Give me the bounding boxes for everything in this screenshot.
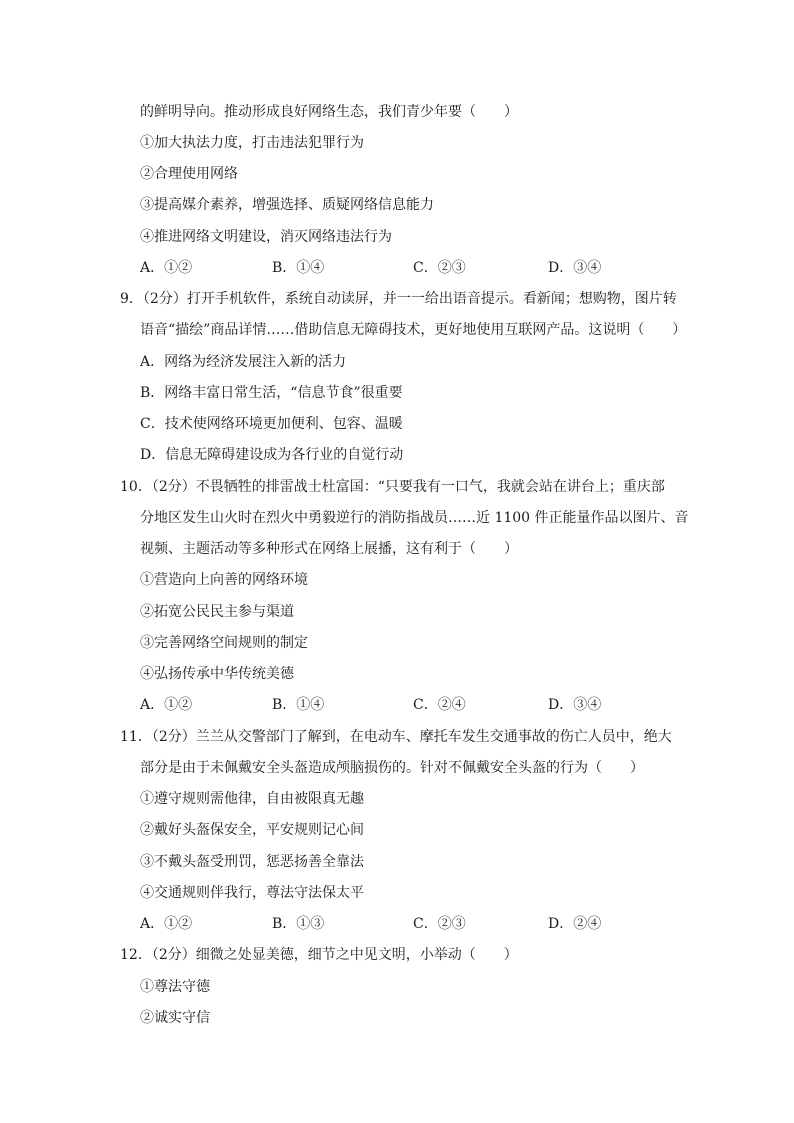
q10-item-1: ①营造向上向善的网络环境 <box>140 572 308 588</box>
q8-item-3: ③提高媒介素养，增强选择、质疑网络信息能力 <box>140 197 434 213</box>
q10-option-b: B．①④ <box>272 697 325 713</box>
q9-option-c: C．技术使网络环境更加便利、包容、温暖 <box>140 416 403 432</box>
q8-option-d: D．③④ <box>548 260 602 276</box>
q9-stem-line-1: 9．（2分）打开手机软件，系统自动读屏，并一一给出语音提示。看新闻；想购物，图片转 <box>120 291 677 307</box>
q9-stem-line-2: 语音“描绘”商品详情……借助信息无障碍技术，更好地使用互联网产品。这说明（ ） <box>140 322 687 338</box>
q10-stem-line-2: 分地区发生山火时在烈火中勇毅逆行的消防指战员……近 1100 件正能量作品以图片、音 <box>140 510 689 526</box>
q8-option-c: C．②③ <box>413 260 466 276</box>
q11-option-a: A．①② <box>140 916 193 932</box>
q11-option-d: D．②④ <box>548 916 602 932</box>
q11-stem-line-1: 11．（2分）兰兰从交警部门了解到，在电动车、摩托车发生交通事故的伤亡人员中，绝大 <box>120 729 672 745</box>
q10-option-a: A．①② <box>140 697 193 713</box>
q8-option-a: A．①② <box>140 260 193 276</box>
q10-item-2: ②拓宽公民民主参与渠道 <box>140 604 294 620</box>
q8-item-1: ①加大执法力度，打击违法犯罪行为 <box>140 135 364 151</box>
q12-item-2: ②诚实守信 <box>140 1010 210 1026</box>
q10-item-3: ③完善网络空间规则的制定 <box>140 635 308 651</box>
q9-option-d: D．信息无障碍建设成为各行业的自觉行动 <box>140 447 404 463</box>
q8-option-b: B．①④ <box>272 260 325 276</box>
q12-stem-line-1: 12．（2分）细微之处显美德，细节之中见文明，小举动（ ） <box>120 947 518 963</box>
q10-stem-line-1: 10．（2分）不畏牺牲的排雷战士杜富国：“只要我有一口气，我就会站在讲台上；重庆部 <box>120 479 665 495</box>
q11-stem-line-2: 部分是由于未佩戴安全头盔造成颅脑损伤的。针对不佩戴安全头盔的行为（ ） <box>140 760 644 776</box>
q10-option-c: C．②④ <box>413 697 466 713</box>
q11-item-1: ①遵守规则需他律，自由被限真无趣 <box>140 791 364 807</box>
q12-item-1: ①尊法守德 <box>140 979 210 995</box>
q11-item-4: ④交通规则伴我行，尊法守法保太平 <box>140 885 364 901</box>
q9-option-b: B．网络丰富日常生活，“信息节食”很重要 <box>140 385 403 401</box>
q8-item-2: ②合理使用网络 <box>140 166 238 182</box>
q10-option-d: D．③④ <box>548 697 602 713</box>
q8-stem-continuation: 的鲜明导向。推动形成良好网络生态，我们青少年要（ ） <box>140 104 518 120</box>
q11-item-3: ③不戴头盔受刑罚，惩恶扬善全靠法 <box>140 854 364 870</box>
q11-option-c: C．②③ <box>413 916 466 932</box>
q10-item-4: ④弘扬传承中华传统美德 <box>140 666 294 682</box>
q8-item-4: ④推进网络文明建设，消灭网络违法行为 <box>140 229 392 245</box>
q11-option-b: B．①③ <box>272 916 325 932</box>
q11-item-2: ②戴好头盔保安全，平安规则记心间 <box>140 822 364 838</box>
q10-stem-line-3: 视频、主题活动等多种形式在网络上展播，这有利于（ ） <box>140 541 518 557</box>
q9-option-a: A．网络为经济发展注入新的活力 <box>140 354 347 370</box>
